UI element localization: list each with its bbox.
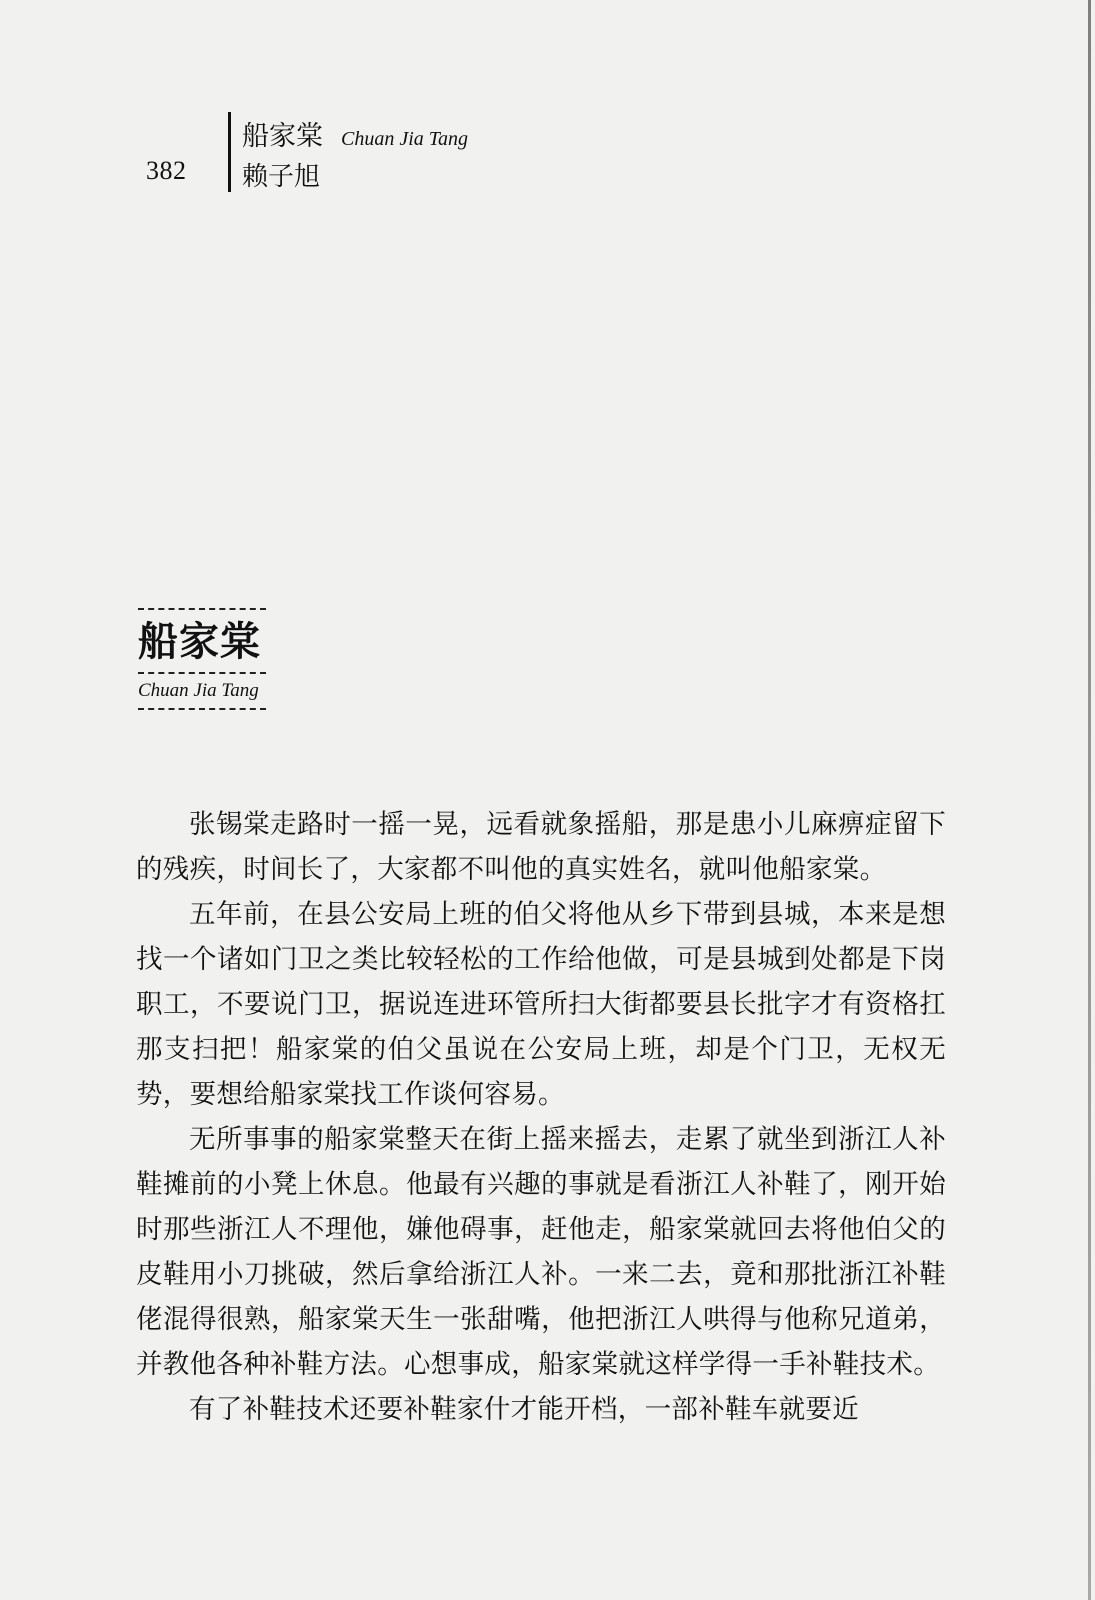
header-title-en: Chuan Jia Tang [341,128,469,150]
scan-edge [1088,0,1091,1600]
paragraph: 五年前，在县公安局上班的伯父将他从乡下带到县城，本来是想找一个诸如门卫之类比较轻松的工作给他做，可是县城到处都是下岗职工，不要说门卫，据说连进环管所扫大街都要县长批字才有资格扛那支扫把！船家棠的伯父虽说在公安局上班，却是个门卫，无权无势，要想给船家棠找工作谈何容易。 [136,899,946,1110]
paragraph: 无所事事的船家棠整天在街上摇来摇去，走累了就坐到浙江人补鞋摊前的小凳上休息。他最有兴趣的事就是看浙江人补鞋了，刚开始时那些浙江人不理他，嫌他碍事，赶他走，船家棠就回去将他伯父的皮鞋用小刀挑破，然后拿给浙江人补。一来二去，竟和那批浙江补鞋佬混得很熟，船家棠天生一张甜嘴，他把浙江人哄得与他称兄道弟，并教他各种补鞋方法。心想事成，船家棠就这样学得一手补鞋技术。 [136,1124,946,1380]
story-title: 船家棠 [138,619,261,665]
header-divider [228,112,231,192]
paragraph: 有了补鞋技术还要补鞋家什才能开档，一部补鞋车就要近 [189,1394,859,1425]
header-author: 赖子旭 [242,162,321,192]
story-body [136,802,946,1432]
title-middle-rule [138,672,266,674]
story-title-en: Chuan Jia Tang [138,680,259,701]
title-bottom-rule [138,708,266,710]
paragraph: 张锡棠走路时一摇一晃，远看就象摇船，那是患小儿麻痹症留下的残疾，时间长了，大家都不叫他的真实姓名，就叫他船家棠。 [136,809,946,885]
header-title-cn: 船家棠 [242,121,323,152]
title-top-rule [138,608,266,610]
page-number: 382 [146,156,187,185]
header-title [242,114,468,153]
story-title-block [138,608,270,710]
